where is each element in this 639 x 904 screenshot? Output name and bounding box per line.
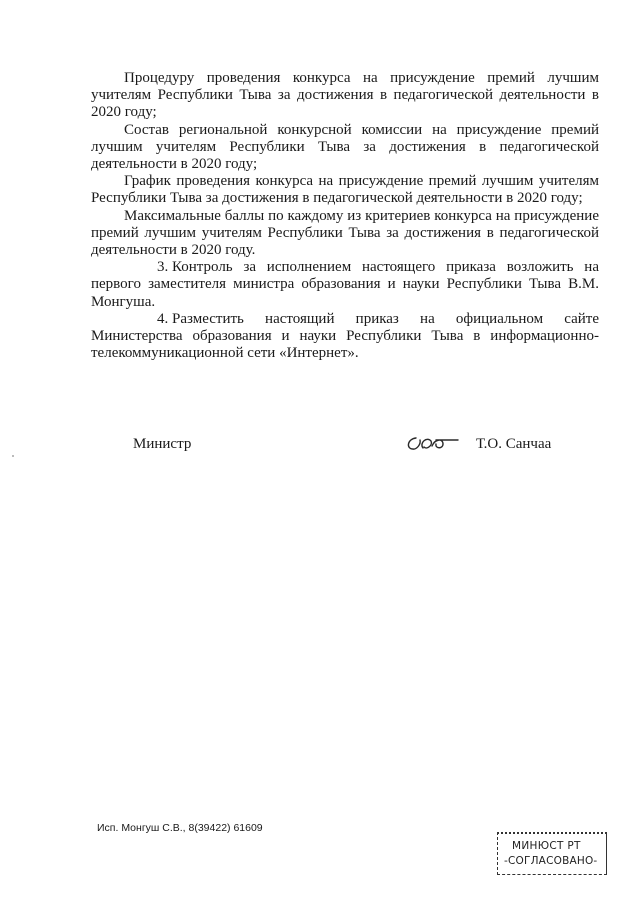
- signature-block: [0, 436, 639, 462]
- paragraph-procedure: Процедуру проведения конкурса на присуждение премий лучшим учителям Республики Тыва за достижения в педагогической деятельности в 2020 году;: [91, 70, 599, 121]
- approval-stamp: [497, 832, 607, 875]
- item-4-number: 4.: [157, 310, 169, 327]
- stamp-line-1: МИНЮСТ РТ: [512, 840, 581, 852]
- item-4-text: Разместить настоящий приказ на официальном сайте Министерства образования и науки Республики Тыва в информационно-телекоммуникационной сети «Интернет».: [91, 310, 599, 362]
- margin-mark: [12, 455, 14, 457]
- stamp-line-2: -СОГЛАСОВАНО-: [504, 855, 598, 867]
- handwritten-signature: [403, 430, 461, 454]
- signatory-name: Т.О. Санчаа: [476, 436, 552, 452]
- paragraph-schedule: График проведения конкурса на присуждение премий лучшим учителям Республики Тыва за достижения в педагогической деятельности в 2020 году;: [91, 173, 599, 207]
- executor-contact: Исп. Монгуш С.В., 8(39422) 61609: [97, 822, 263, 834]
- paragraph-scores: Максимальные баллы по каждому из критериев конкурса на присуждение премий лучшим учителям Республики Тыва за достижения в педагогической деятельности в 2020 году.: [91, 207, 599, 259]
- item-3-number: 3.: [157, 259, 169, 276]
- signatory-title: Министр: [133, 436, 192, 452]
- item-3: [91, 259, 599, 311]
- paragraph-commission: Состав региональной конкурсной комиссии на присуждение премий лучшим учителям Республики Тыва за достижения в педагогической деятельности в 2020 году;: [91, 121, 599, 173]
- item-4: [91, 311, 599, 363]
- document-body: [91, 70, 599, 362]
- item-3-text: Контроль за исполнением настоящего приказа возложить на первого заместителя министра образования и науки Республики Тыва В.М. Монгуша.: [91, 259, 599, 310]
